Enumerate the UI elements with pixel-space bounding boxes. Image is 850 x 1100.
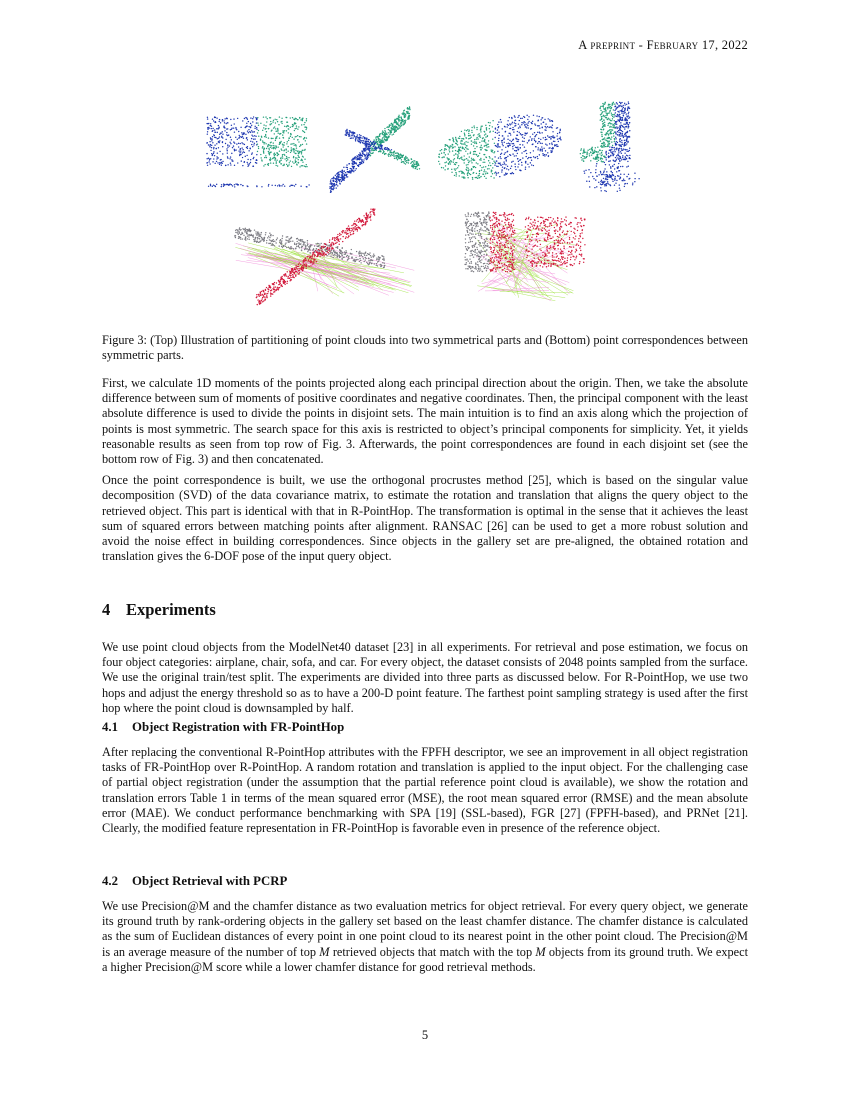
paragraph-symmetry-axis: First, we calculate 1D moments of the points projected along each principal direction about the origin. Then, we take the absolute difference between sum of moments of positive coordinates and negative coordinates. Then, the principal component with the least absolute difference is used to divide the points in disjoint sets. The main intuition is to find an axis along which the projection of points is most symmetric. The search space for this axis is restricted to object’s principal components for simplicity. Yet, it yields reasonable results as seen from top row of Fig. 3. Afterwards, the point correspondences are found in each disjoint set (see the bottom row of Fig. 3) and then concatenated. xyxy=(102,376,748,467)
subsection-title: Object Registration with FR-PointHop xyxy=(132,720,345,734)
subsection-number: 4.2 xyxy=(102,874,118,888)
subsection-heading-registration xyxy=(102,720,344,735)
figure-caption: Figure 3: (Top) Illustration of partitioning of point clouds into two symmetrical parts and (Bottom) point correspondences between symmetric parts. xyxy=(102,333,748,363)
airplane-point-cloud xyxy=(329,106,420,193)
paragraph-registration: After replacing the conventional R-PointHop attributes with the FPFH descriptor, we see an improvement in all object registration tasks of FR-PointHop over R-PointHop. A random rotation and translation is applied to the input object. For the challenging case of partial object registration (under the assumption that the partial reference point cloud is available), we show the rotation and translation errors Table 1 in terms of the mean squared error (MSE), the root mean squared error (RMSE) and the mean absolute error (MAE). We conduct performance benchmarking with SPA [19] (SSL-based), FGR [27] (FPFH-based), and PRNet [21]. Clearly, the modified feature representation in FR-PointHop is favorable even in presence of the reference object. xyxy=(102,745,748,836)
subsection-number: 4.1 xyxy=(102,720,118,734)
text-run: We use Precision@M and the chamfer distance as two evaluation metrics for object retrieval. For every query object, we generate its ground truth by rank-ordering objects in the gallery set based on the least chamfer distance. The chamfer distance is calculated as the sum of Euclidean distances of every point in one point cloud to its nearest point in the other point cloud. The Precision@M is an average measure of the number of top xyxy=(102,899,748,959)
text-block xyxy=(102,640,748,722)
text-run: retrieved objects that match with the top xyxy=(329,944,536,959)
math-variable: M xyxy=(535,944,546,959)
subsection-heading-retrieval xyxy=(102,874,287,889)
text-block xyxy=(102,376,748,570)
section-heading-experiments xyxy=(102,600,216,620)
section-number: 4 xyxy=(102,600,111,619)
subsection-title: Object Retrieval with PCRP xyxy=(132,874,288,888)
page-number: 5 xyxy=(421,1028,429,1042)
paragraph-procrustes: Once the point correspondence is built, we use the orthogonal procrustes method [25], which is based on the singular value decomposition (SVD) of the data covariance matrix, to estimate the rotation and translation that aligns the query object to the retrieved object. This part is identical with that in R-PointHop. The transformation is optimal in the sense that it achieves the least sum of squared errors between matching points after alignment. RANSAC [26] can be used to get a more robust solution and avoid the noise effect in building correspondences. Since objects in the gallery set are pre-aligned, the obtained rotation and translation gives the 6-DOF pose of the input query object. xyxy=(102,473,748,564)
text-block xyxy=(102,745,748,842)
chair-correspondence xyxy=(464,211,585,301)
text-block xyxy=(102,899,748,981)
sofa-point-cloud xyxy=(206,116,310,187)
math-variable: M xyxy=(319,944,330,959)
chair-point-cloud xyxy=(580,101,640,192)
figure-3-point-clouds xyxy=(195,92,665,312)
paragraph-experiments-intro: We use point cloud objects from the ModelNet40 dataset [23] in all experiments. For retrieval and pose estimation, we focus on four object categories: airplane, chair, sofa, and car. For every object, the dataset consists of 2048 points sampled from the surface. We use the original train/test split. The experiments are divided into three parts as discussed below. For R-PointHop, we use two hops and adjust the energy threshold so as to have a 200-D point feature. The farthest point sampling strategy is used after the first hop where the point cloud is downsampled by half. xyxy=(102,640,748,715)
section-title: Experiments xyxy=(126,600,216,619)
airplane-correspondence xyxy=(234,208,414,305)
running-header: A preprint - February 17, 2022 xyxy=(578,38,748,52)
figure-bottom-row-correspondences xyxy=(234,208,585,305)
paragraph-retrieval-metrics xyxy=(102,899,748,975)
figure-top-row-partitions xyxy=(206,101,640,193)
text-run: objects from its ground truth. We expect a higher Precision@M score while a lower chamfer distance for good retrieval methods. xyxy=(102,944,748,974)
car-point-cloud xyxy=(438,115,562,180)
